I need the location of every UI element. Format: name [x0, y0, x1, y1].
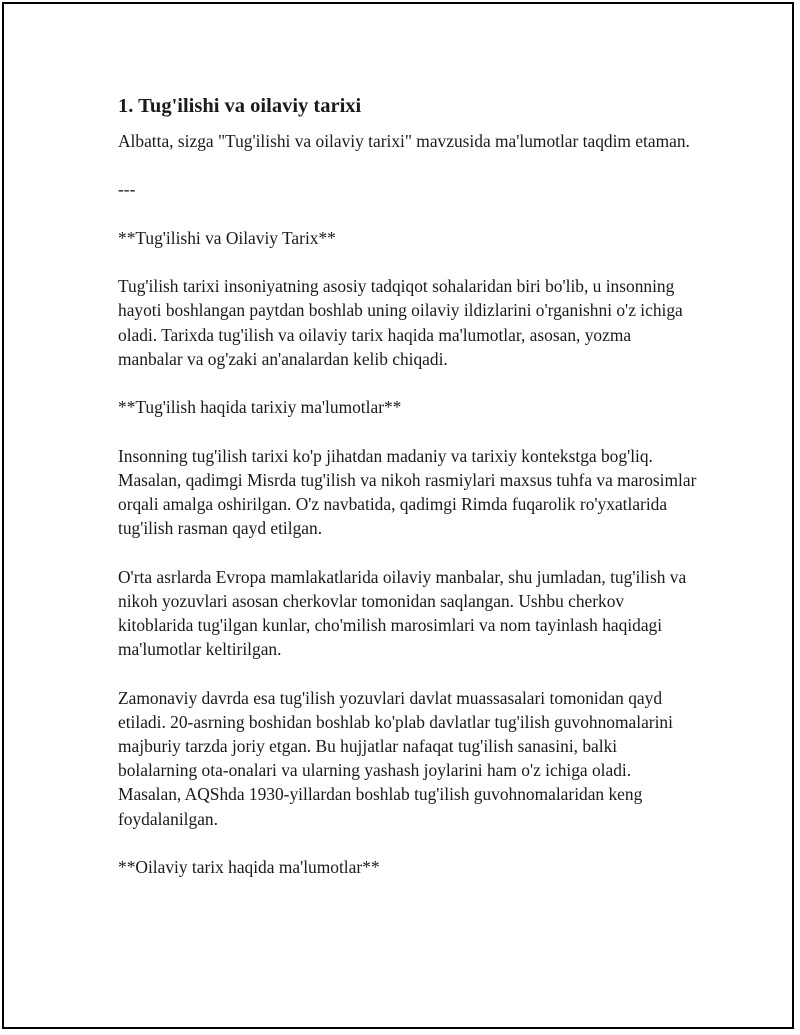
subheading-historical-birth-info: **Tug'ilish haqida tarixiy ma'lumotlar**	[118, 397, 402, 418]
separator-line: ---	[118, 179, 136, 200]
document-body	[118, 92, 698, 903]
paragraph-ancient-context: Insonning tug'ilish tarixi ko'p jihatdan madaniy va tarixiy kontekstga bog'liq. Masalan, qadimgi Misrda tug'ilish va nikoh rasmiylari maxsus tuhfa va marosimlar orqali amalga oshirilgan. O'z navbatida, qadimgi Rimda fuqarolik ro'yxatlarida tug'ilish rasman qayd etilgan.	[118, 445, 697, 539]
intro-paragraph: Albatta, sizga "Tug'ilishi va oilaviy tarixi" mavzusida ma'lumotlar taqdim etaman.	[118, 131, 690, 151]
paragraph-middle-ages: O'rta asrlarda Evropa mamlakatlarida oilaviy manbalar, shu jumladan, tug'ilish va nikoh yozuvlari asosan cherkovlar tomonidan saqlangan. Ushbu cherkov kitoblarida tug'ilgan kunlar, cho'milish marosimlari va nom tayinlash haqidagi ma'lumotlar keltirilgan.	[118, 566, 687, 660]
paragraph-birth-history-overview: Tug'ilish tarixi insoniyatning asosiy tadqiqot sohalaridan biri bo'lib, u insonning hayoti boshlangan paytdan boshlab uning oilaviy ildizlarini o'rganishni o'z ichiga oladi. Tarixda tug'ilish va oilaviy tarix haqida ma'lumotlar, asosan, yozma manbalar va og'zaki an'analardan kelib chiqadi.	[118, 276, 683, 369]
paragraph-modern-era: Zamonaviy davrda esa tug'ilish yozuvlari davlat muassasalari tomonidan qayd etiladi. 20-asrning boshidan boshlab ko'plab davlatlar tug'ilish guvohnomalarini majburiy tarzda joriy etgan. Bu hujjatlar nafaqat tug'ilish sanasini, balki bolalarning ota-onalari va ularning yashash joylarini ham o'z ichiga oladi. Masalan, AQShda 1930-yillardan boshlab tug'ilish guvohnomalaridan keng foydalanilgan.	[118, 687, 673, 829]
subheading-birth-family-history: **Tug'ilishi va Oilaviy Tarix**	[118, 227, 336, 248]
subheading-family-history-info: **Oilaviy tarix haqida ma'lumotlar**	[118, 856, 380, 877]
section-heading: 1. Tug'ilishi va oilaviy tarixi	[118, 95, 362, 117]
